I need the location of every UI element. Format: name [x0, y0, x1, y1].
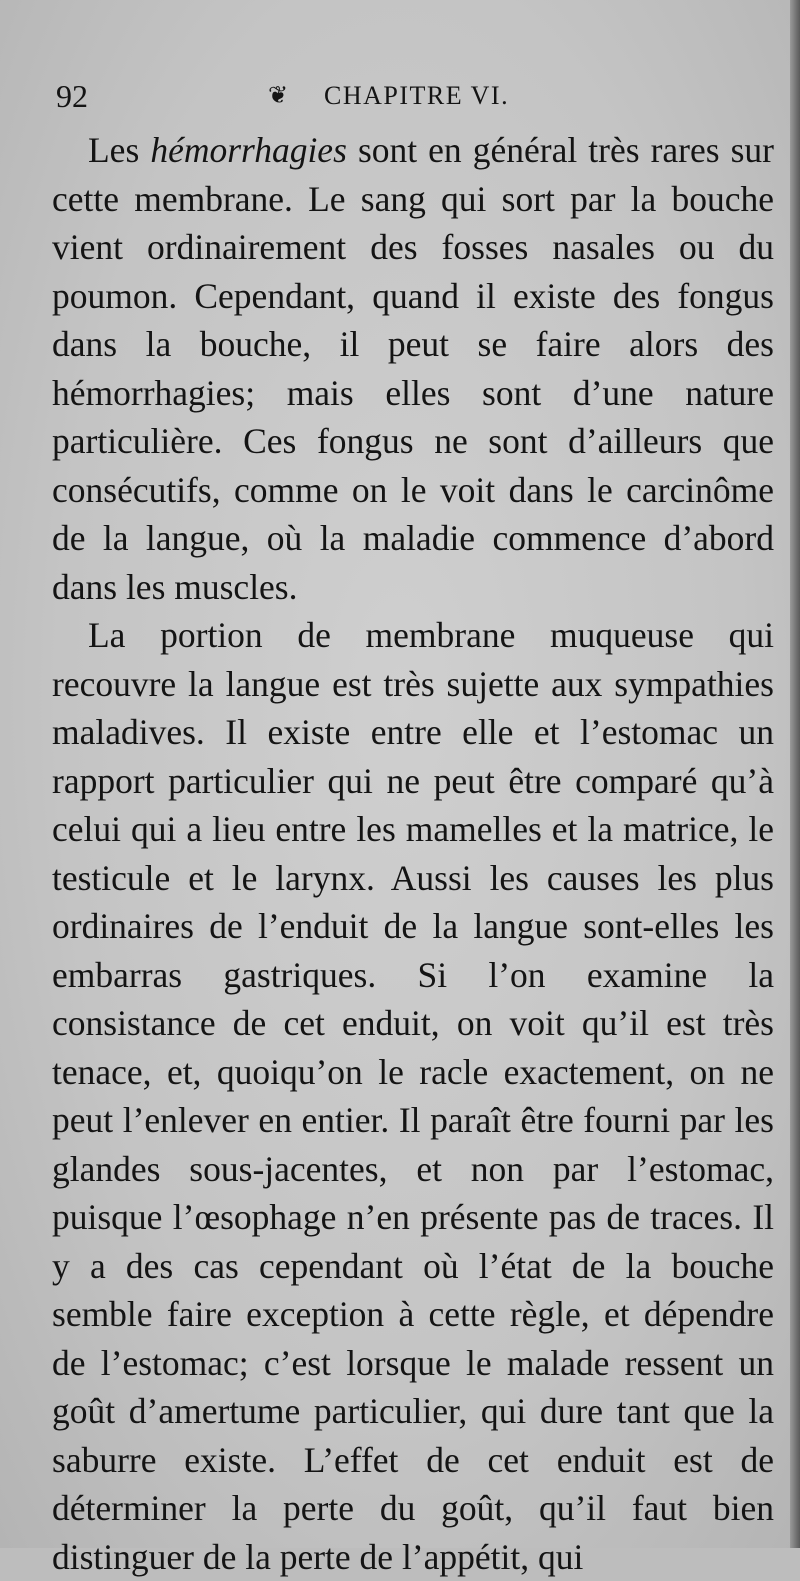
page-number: 92 [56, 78, 88, 114]
ornament-icon: ❦ [268, 83, 289, 109]
running-header [56, 76, 556, 116]
paragraph-1-text: sont en général très rares sur cette membrane. Le sang qui sort par la bouche vient ordinairement des fosses nasales ou du poumon. Cependant, quand il existe des fongus dans la bouche, il peut se faire alors des hémorrhagies; mais elles sont d’une nature particulière. Ces fongus ne sont d’ailleurs que consécutifs, comme on le voit dans le carcinôme de la langue, où la maladie commence d’abord dans les muscles. [52, 130, 774, 607]
body-text [52, 126, 774, 1581]
paragraph-2-text: La portion de membrane muqueuse qui recouvre la langue est très sujette aux sympathies maladives. Il existe entre elle et l’estomac un rapport particulier qui ne peut être comparé qu’à celui qui a lieu entre les mamelles et la matrice, le testicule et le larynx. Aussi les causes les plus ordinaires de l’enduit de la langue sont-elles les embarras gastriques. Si l’on examine la consistance de cet enduit, on voit qu’il est très tenace, et, quoiqu’on le racle exactement, on ne peut l’enlever en entier. Il paraît être fourni par les glandes sous-jacentes, et non par l’estomac, puisque l’œsophage n’en présente pas de traces. Il y a des cas cependant où l’état de la bouche semble faire exception à cette règle, et dépendre de l’estomac; c’est lorsque le malade ressent un goût d’amertume particulier, qui dure tant que la saburre existe. L’effet de cet enduit est de déterminer la perte du goût, qu’il faut bien distinguer de la perte de l’appétit, qui [52, 615, 774, 1577]
paragraph-2 [52, 611, 774, 1581]
chapter-title: CHAPITRE VI. [324, 81, 510, 110]
paragraph-1-emphasis: hémorrhagies [150, 130, 347, 170]
paragraph-1 [52, 126, 774, 611]
paragraph-1-start: Les [88, 130, 151, 170]
page-edge [790, 0, 800, 1548]
